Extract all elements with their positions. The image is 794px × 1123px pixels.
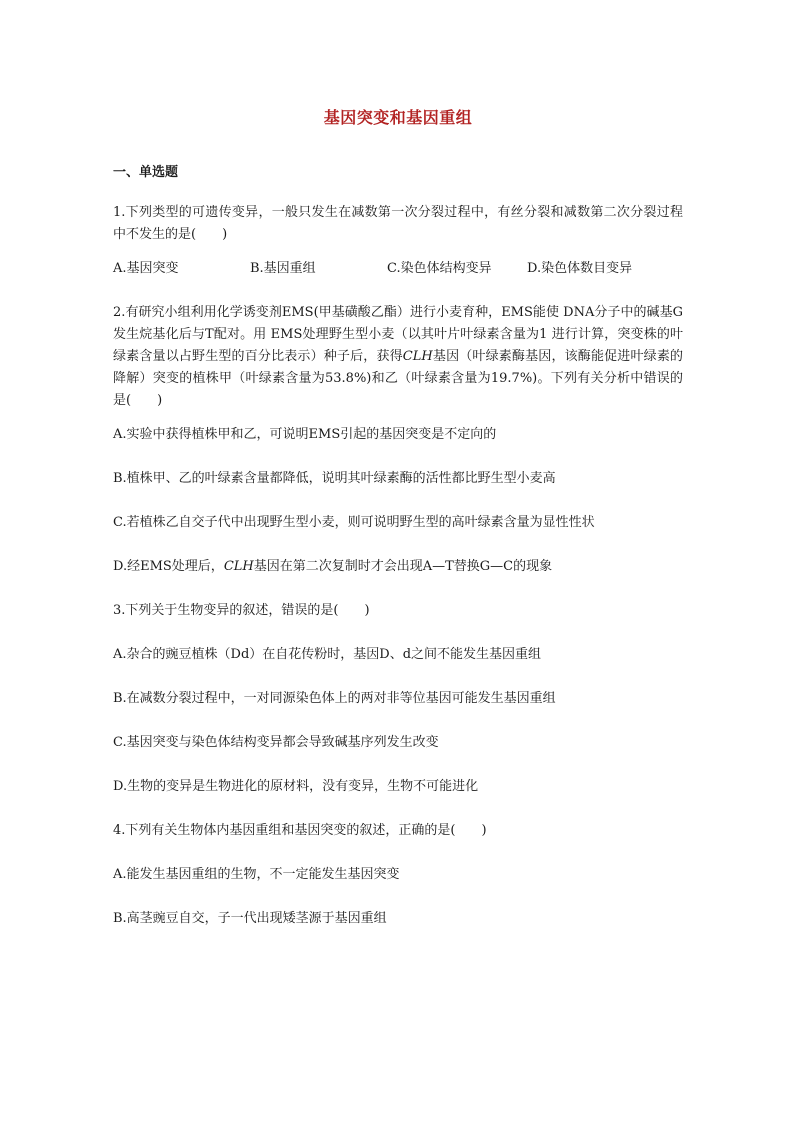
question-2-option-d-gene: CLH (223, 559, 254, 574)
question-2-option-b: B.植株甲、乙的叶绿素含量都降低，说明其叶绿素酶的活性都比野生型小麦高 (113, 471, 556, 486)
question-3-option-a: A.杂合的豌豆植株（Dd）在自花传粉时，基因D、d之间不能发生基因重组 (113, 647, 542, 662)
question-2-option-d-part-1: D.经EMS处理后， (113, 559, 224, 574)
question-1-stem: 1.下列类型的可遗传变异，一般只发生在减数第一次分裂过程中，有丝分裂和减数第二次分裂过程中不发生的是( ) (113, 205, 683, 242)
question-3-option-c: C.基因突变与染色体结构变异都会导致碱基序列发生改变 (113, 735, 439, 750)
section-heading: 一、单选题 (113, 165, 179, 180)
document-page (113, 100, 683, 952)
question-4-option-a: A.能发生基因重组的生物，不一定能发生基因突变 (113, 867, 400, 882)
question-4-stem: 4.下列有关生物体内基因重组和基因突变的叙述，正确的是( ) (113, 823, 487, 838)
question-1-option-a: A.基因突变 (113, 261, 179, 276)
question-2-stem-part-3: 基因（叶绿素酶基因，该酶能促进叶绿素的降解）突变的植株甲（叶绿素含量为53.8%)和乙（叶绿素含量为19.7%)。下列有关分析中错误的是( ) (113, 349, 683, 408)
question-1-option-d: D.染色体数目变异 (527, 261, 633, 276)
question-1-option-c: C.染色体结构变异 (387, 261, 492, 276)
question-3-option-b: B.在减数分裂过程中，一对同源染色体上的两对非等位基因可能发生基因重组 (113, 691, 556, 706)
question-1 (113, 202, 683, 246)
question-2-stem-part-1: 2.有研究小组利用化学诱变剂EMS(甲基磺酸乙酯）进行小麦育种，EMS能使 DNA分子中的碱基G发生烷基化后与T配对。用 EMS处理野生型小麦（以其叶片叶绿素含量为1 进行计算，突变株的叶绿素含量以占野生型的百分比表示）种子后，获得 (113, 305, 683, 364)
question-2-option-c: C.若植株乙自交子代中出现野生型小麦，则可说明野生型的高叶绿素含量为显性性状 (113, 515, 595, 530)
question-2-gene-name: CLH (402, 349, 433, 364)
question-2-option-d-part-3: 基因在第二次复制时才会出现A—T替换G—C的现象 (253, 559, 553, 574)
document-title: 基因突变和基因重组 (323, 108, 473, 127)
question-3-option-d: D.生物的变异是生物进化的原材料，没有变异，生物不可能进化 (113, 779, 479, 794)
question-3-stem: 3.下列关于生物变异的叙述，错误的是( ) (113, 603, 370, 618)
question-2 (113, 302, 683, 412)
question-4-option-b: B.高茎豌豆自交，子一代出现矮茎源于基因重组 (113, 911, 387, 926)
question-2-stem (113, 302, 683, 412)
question-1-options (113, 258, 683, 280)
question-1-option-b: B.基因重组 (250, 261, 316, 276)
question-2-option-a: A.实验中获得植株甲和乙，可说明EMS引起的基因突变是不定向的 (113, 427, 497, 442)
question-2-option-d (113, 556, 683, 578)
